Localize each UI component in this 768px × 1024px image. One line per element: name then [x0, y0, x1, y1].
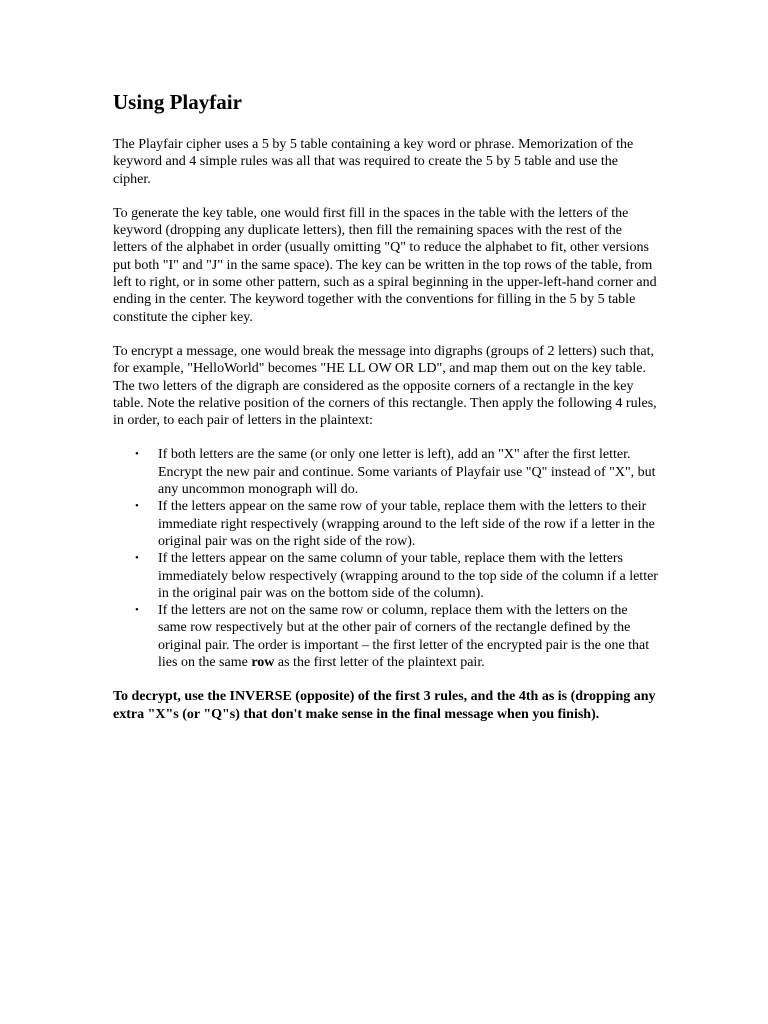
rule-text-3: If the letters appear on the same column of your table, replace them with the letters immediately below respectively (wrapping around to the top side of the column if a letter in the original pair was on the bottom side of the column).: [158, 551, 658, 601]
rule-item-3: [135, 550, 658, 602]
rule-text-4-emphasis: row: [251, 655, 275, 671]
rule-item-4: [135, 602, 658, 671]
rule-text-4-start: If the letters are not on the same row or column, replace them with the letters on the same row respectively but at the other pair of corners of the rectangle defined by the original pair. The order is important – the first letter of the encrypted pair is the one that lies on the same: [158, 603, 650, 671]
rule-text-1: If both letters are the same (or only one letter is left), add an "X" after the first letter. Encrypt the new pair and continue. Some variants of Playfair use "Q" instead of "X", but any uncommon monograph will do.: [158, 447, 656, 498]
key-table-paragraph: To generate the key table, one would first fill in the spaces in the table with the letters of the keyword (dropping any duplicate letters), then fill the remaining spaces with the rest of the letters of the alphabet in order (usually omitting "Q" to reduce the alphabet to fit, other versions put both "I" and "J" in the same space). The key can be written in the top rows of the table, from left to right, or in some other pattern, such as a spiral beginning in the upper-left-hand corner and ending in the center. The keyword together with the conventions for filling in the 5 by 5 table constitute the cipher key.: [113, 205, 657, 325]
rules-list: [113, 446, 658, 671]
rule-text-2: If the letters appear on the same row of your table, replace them with the letters to their immediate right respectively (wrapping around to the left side of the row if a letter in the original pair was on the right side of the row).: [158, 499, 655, 549]
bullet-icon: •: [135, 448, 139, 461]
bullet-icon: •: [135, 604, 139, 617]
rule-item-1: [135, 446, 658, 498]
bullet-icon: •: [135, 500, 139, 513]
rule-text-4-end: as the first letter of the plaintext pair.: [274, 655, 485, 671]
decrypt-note: To decrypt, use the INVERSE (opposite) of the first 3 rules, and the 4th as is (dropping any extra "X"s (or "Q"s) that don't make sense in the final message when you finish).: [113, 689, 656, 722]
encrypt-paragraph: To encrypt a message, one would break the message into digraphs (groups of 2 letters) such that, for example, "HelloWorld" becomes "HE LL OW OR LD", and map them out on the key table. The two letters of the digraph are considered as the opposite corners of a rectangle in the key table. Note the relative position of the corners of this rectangle. Then apply the following 4 rules, in order, to each pair of letters in the plaintext:: [113, 343, 657, 429]
bullet-icon: •: [135, 552, 139, 565]
rule-item-2: [135, 498, 658, 550]
page-title: Using Playfair: [113, 90, 242, 114]
intro-paragraph: The Playfair cipher uses a 5 by 5 table containing a key word or phrase. Memorization of the keyword and 4 simple rules was all that was required to create the 5 by 5 table and use the cipher.: [113, 137, 634, 187]
document-page: [113, 88, 658, 740]
